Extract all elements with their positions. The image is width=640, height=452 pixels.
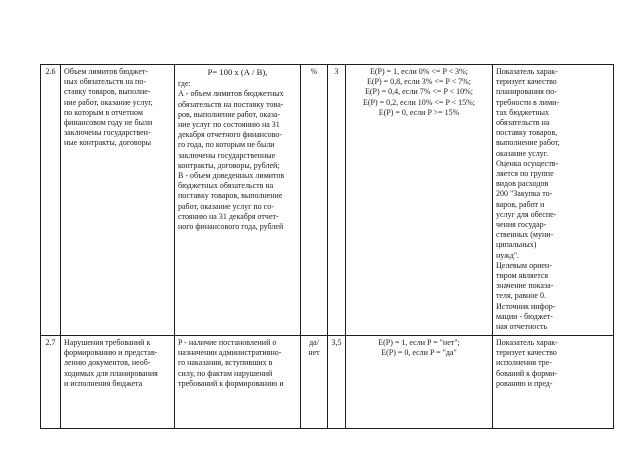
unit: да/нет — [301, 336, 328, 429]
indicator-name: Объем лимитов бюджет- ных обязательств на по- ставку товаров, выполне- ние работ, оказание услуг, по которым в отчетном финансовом году не были заключены государствен- ные контракты, договоры — [61, 65, 175, 336]
table-row-2-6 — [41, 65, 614, 336]
calculation-cell — [175, 65, 301, 336]
unit: % — [301, 65, 328, 336]
indicators-table — [40, 64, 614, 429]
formula-definition: P - наличие постановлений о назначении административно- го наказания, вступивших в силу, по фактам нарушений требований к формированию и — [178, 338, 284, 388]
comment: Показатель харак- теризует качество планирования по- требности в лими- тах бюджетных обязательств на поставку товаров, выполнение работ, оказание услуг. Оценка осуществ- ляется по группе видов расходов 200 "Закупка то- варов, работ и услуг для обеспе- чения государ- ственных (муни- ципальных) нужд". Целевым ориен- тиром является значение показа- теля, равное 0. Источник инфор- мации - бюджет- ная отчетность — [493, 65, 614, 336]
calculation-cell — [175, 336, 301, 429]
formula: P= 100 х (А / B), — [207, 67, 268, 77]
comment: Показатель харак- теризует качество исполнения тре- бований к форми- рованию и пред- — [493, 336, 614, 429]
row-number: 2.6 — [41, 65, 61, 336]
weight: 3 — [328, 65, 346, 336]
row-number: 2.7 — [41, 336, 61, 429]
indicator-name: Нарушения требований к формированию и представ- лению документов, необ- ходимых для планирования и исполнения бюджета — [61, 336, 175, 429]
table-row-2-7 — [41, 336, 614, 429]
evaluation-conditions: E(P) = 1, если P = "нет"; E(P) = 0, если P = "да" — [346, 336, 493, 429]
weight: 3,5 — [328, 336, 346, 429]
evaluation-conditions: E(P) = 1, если 0% <= P < 3%; E(P) = 0,8, если 3% <= P < 7%; E(P) = 0,4, если 7% <= P < 10%; E(P) = 0,2, если 10% <= P < 15%; E(P) = 0, если P >= 15% — [346, 65, 493, 336]
formula-definition: где: А - объем лимитов бюджетных обязательств на поставку това- ров, выполнение работ, оказа- ние услуг по состоянию на 31 декабря отчетного финансово- го года, по которым не были заключены государственные контракты, договоры, рублей; B - объем доведенных лимитов бюджетных обязательств на поставку товаров, выполнение работ, оказание услуг по со- стоянию на 31 декабря отчет- ного финансового года, рублей — [178, 79, 285, 232]
